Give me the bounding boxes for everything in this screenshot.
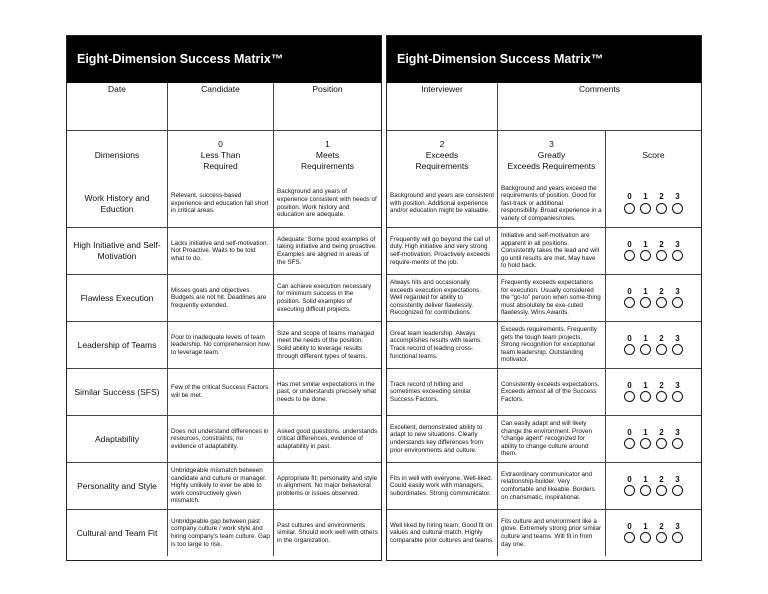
right-column-header-row [387,130,701,180]
dimension-row [67,321,381,368]
score-selector [605,510,701,556]
score-radio[interactable] [640,203,651,214]
level-2-description: Frequently will go beyond the call of duty. High initiative and very strong self-motivation. Proactively exceeds require-ments of the job. [390,235,491,266]
score-radio[interactable] [640,532,651,543]
score-radio[interactable] [640,297,651,308]
score-radio[interactable] [672,250,683,261]
date-field[interactable]: Date [108,84,126,94]
score-number: 1 [643,380,648,390]
level-2-description: Excellent, demonstrated ability to adapt to new situations. Clearly understands key differences from prior environments and culture. [390,423,483,454]
level-0-description: Relevant, success-based experience and education fall short in critical areas. [167,180,273,227]
dimension-label: High Initiative and Self-Motivation [73,240,161,261]
score-radio[interactable] [656,438,667,449]
level-1-description: Can achieve execution necessary for minimum success in the position. Solid examples of executing difficult projects. [273,275,381,321]
score-radio[interactable] [640,344,651,355]
level-3-description: Extraordinary communicator and relationship-builder. Very comfortable and likeable. Borders on charismatic, inspirational. [497,463,605,509]
score-options [622,297,686,308]
level-0-description: Unbridgeable mismatch between candidate and culture or manager. Highly unlikely to ever be able to work constructively given mismatch. [167,463,273,509]
left-info-row [67,83,381,130]
level-0-description: Misses goals and objectives. Budgets are not hit. Deadlines are frequently extended. [167,275,273,321]
dimension-row-right [387,509,701,556]
level-3-description: Background and years exceed the requirements of position. Good for fast-track or additional responsibility. Broad experience in a variety of companies/roles. [497,180,605,227]
score-scale [622,382,686,390]
right-info-row [387,83,701,130]
matrix-left-panel [66,35,382,561]
level-0-description: Few of the critical Success Factors will be met. [167,369,273,415]
score-radio[interactable] [656,485,667,496]
level-1-description: Past cultures and environments similar. Should work well with others in the organization. [273,510,381,556]
level-2-description: Fits in well with everyone. Well-liked. Could easily work with managers, subordinates. Strong communicator. [390,474,493,497]
dimension-row [67,274,381,321]
position-field[interactable]: Position [273,83,381,130]
dimension-row [67,180,381,227]
dimension-row [67,227,381,274]
level-1-line1: Meets [315,150,340,160]
score-radio[interactable] [672,438,683,449]
score-number: 3 [675,521,680,531]
score-radio[interactable] [656,344,667,355]
dimension-row-right [387,180,701,227]
score-number: 2 [659,474,664,484]
score-radio[interactable] [672,485,683,496]
score-options [622,438,686,449]
score-radio[interactable] [672,203,683,214]
right-grid [387,83,701,556]
comments-field[interactable]: Comments [497,83,701,130]
level-1-description: Size and scope of teams managed meet the needs of the position. Solid ability to leverage results through different types of teams. [273,322,381,368]
dimension-label: Similar Success (SFS) [74,386,160,397]
score-header: Score [605,131,701,180]
matrix-right-panel [386,35,702,561]
score-number: 2 [659,239,664,249]
matrix-title-left: Eight-Dimension Success Matrix™ [67,36,381,83]
score-scale [622,241,686,249]
score-radio[interactable] [640,438,651,449]
level-0-description: Does not understand differences in resources, constraints; no evidence of adaptability. [167,416,273,462]
score-radio[interactable] [624,485,635,496]
score-number: 1 [643,192,648,202]
score-options [622,391,686,402]
score-number: 1 [643,239,648,249]
level-1-description: Adequate. Some good examples of taking initiative and being proactive. Examples are aligned in areas of the SFS. [273,228,381,274]
level-2-description: Well liked by hiring team; Good fit on values and cultural match. Highly comparable prior cultures and teams. [390,521,494,544]
level-1-number: 1 [325,139,330,149]
dimension-row [67,368,381,415]
interviewer-field[interactable]: Interviewer [421,84,463,94]
score-radio[interactable] [672,532,683,543]
score-number: 3 [675,474,680,484]
level-0-line2: Required [203,161,238,171]
score-number: 2 [659,380,664,390]
score-number: 3 [675,333,680,343]
score-selector [605,322,701,368]
score-scale [622,429,686,437]
score-options [622,344,686,355]
matrix-title-right: Eight-Dimension Success Matrix™ [387,36,701,83]
dimension-row-right [387,274,701,321]
level-0-header [167,131,273,180]
dimension-row-right [387,462,701,509]
score-number: 0 [627,380,632,390]
level-3-description: Exceeds requirements. Frequently gets the tough team projects. Strong recognition for exceptional team leadership. Outstanding motivator. [497,322,605,368]
score-radio[interactable] [656,391,667,402]
score-scale [622,335,686,343]
dimension-label: Adaptability [95,433,139,444]
score-number: 2 [659,521,664,531]
level-2-description: Always hits and occasionally exceeds execution expectations. Well regarded for ability to consistently deliver flawlessly. Recognized for contributions. [390,279,482,317]
score-number: 3 [675,192,680,202]
score-number: 0 [627,474,632,484]
level-1-description: Background and years of experience consistent with needs of position. Work history and education are adequate. [273,180,381,227]
score-scale [622,288,686,296]
dimension-label: Flawless Execution [80,292,154,303]
score-radio[interactable] [624,391,635,402]
score-selector [605,416,701,462]
score-selector [605,463,701,509]
level-3-description: Frequently exceeds expectations for execution. Usually considered the “go-to” person when some-thing must absolutely be exe-cuted flawlessly. Wins Awards. [497,275,605,321]
level-2-number: 2 [439,139,445,149]
score-radio[interactable] [656,297,667,308]
score-radio[interactable] [672,344,683,355]
score-radio[interactable] [624,344,635,355]
score-options [622,485,686,496]
dimension-row [67,415,381,462]
score-radio[interactable] [624,532,635,543]
score-selector [605,369,701,415]
score-number: 3 [675,286,680,296]
dimension-row-right [387,368,701,415]
score-number: 0 [627,333,632,343]
dimension-label: Work History and Eduction [84,192,150,214]
score-radio[interactable] [656,250,667,261]
score-radio[interactable] [672,391,683,402]
level-0-description: Poor to inadequate levels of team leadership. No comprehension how to leverage team. [167,322,273,368]
score-number: 0 [627,192,632,202]
score-options [622,250,686,261]
dimension-row-right [387,227,701,274]
score-number: 0 [627,521,632,531]
level-3-description: Consistently exceeds expectations. Exceeds almost all of the Success Factors. [497,369,605,415]
score-number: 0 [627,286,632,296]
score-number: 2 [659,333,664,343]
score-number: 1 [643,474,648,484]
score-selector [605,180,701,227]
level-3-line1: Greatly [537,150,566,160]
score-number: 3 [675,427,680,437]
level-1-description: Asked good questions, understands critical differences, evidence of adaptability in past. [273,416,381,462]
dimension-row-right [387,415,701,462]
level-3-header [497,131,605,180]
score-number: 0 [627,427,632,437]
level-0-line1: Less Than [200,150,241,160]
level-3-line2: Exceeds Requirements [507,161,596,171]
dimension-label: Cultural and Team Fit [76,527,158,538]
level-2-line1: Exceeds [425,150,459,160]
level-3-description: Can easily adapt and will likely change the environment. Proven “change agent” recognized for ability to change culture around them. [497,416,605,462]
score-radio[interactable] [640,250,651,261]
dimensions-header: Dimensions [94,150,140,160]
level-3-description: Initiative and self-motivation are apparent in all positions. Consistently takes the lead and will go until results are met. May have to hold back. [497,228,605,274]
level-2-line2: Requirements [415,161,469,171]
score-scale [622,476,686,484]
dimension-label: Leadership of Teams [77,339,157,350]
score-radio[interactable] [640,391,651,402]
score-radio[interactable] [656,203,667,214]
level-3-description: Fits culture and environment like a glove. Extremely strong prior similar culture and teams. Will fit in from day one. [497,510,605,556]
score-radio[interactable] [624,203,635,214]
score-scale [622,523,686,531]
score-number: 3 [675,380,680,390]
score-number: 1 [643,427,648,437]
score-number: 3 [675,239,680,249]
score-number: 2 [659,286,664,296]
level-2-description: Track record of hitting and sometimes exceeding similar Success Factors. [390,380,471,403]
level-2-description: Great team leadership. Always accomplishes results with teams. Track record of leading cross-functional teams. [390,329,483,360]
level-1-header [273,131,381,180]
score-number: 0 [627,239,632,249]
score-number: 1 [643,333,648,343]
dimension-row [67,462,381,509]
level-2-header [387,131,497,180]
level-1-description: Has met similar expectations in the past, or understands precisely what needs to be done. [273,369,381,415]
score-radio[interactable] [656,532,667,543]
dimension-row [67,509,381,556]
candidate-field[interactable]: Candidate [167,83,273,130]
left-column-header-row [67,130,381,180]
level-0-description: Lacks initiative and self-motivation. Not Proactive. Waits to be told what to do. [167,228,273,274]
score-radio[interactable] [672,297,683,308]
score-selector [605,275,701,321]
score-number: 2 [659,427,664,437]
score-radio[interactable] [624,250,635,261]
score-options [622,203,686,214]
score-options [622,532,686,543]
score-number: 1 [643,521,648,531]
level-1-description: Appropriate fit; personality and style in alignment. No major behavioral problems or issues observed. [273,463,381,509]
score-number: 1 [643,286,648,296]
level-1-line2: Requirements [301,161,354,171]
score-scale [622,193,686,201]
score-number: 2 [659,192,664,202]
score-selector [605,228,701,274]
level-2-description: Background and years are consistent with position. Additional experience and/or education might be valuable. [390,192,494,215]
left-grid [67,83,381,556]
score-radio[interactable] [624,297,635,308]
score-radio[interactable] [624,438,635,449]
level-3-number: 3 [549,139,554,149]
level-0-description: Unbridgeable gap between past company culture / work style and hiring company's team culture. Gap is too large to risk. [167,510,273,556]
dimension-label: Personality and Style [77,480,157,491]
level-0-number: 0 [218,139,223,149]
dimension-row-right [387,321,701,368]
score-radio[interactable] [640,485,651,496]
